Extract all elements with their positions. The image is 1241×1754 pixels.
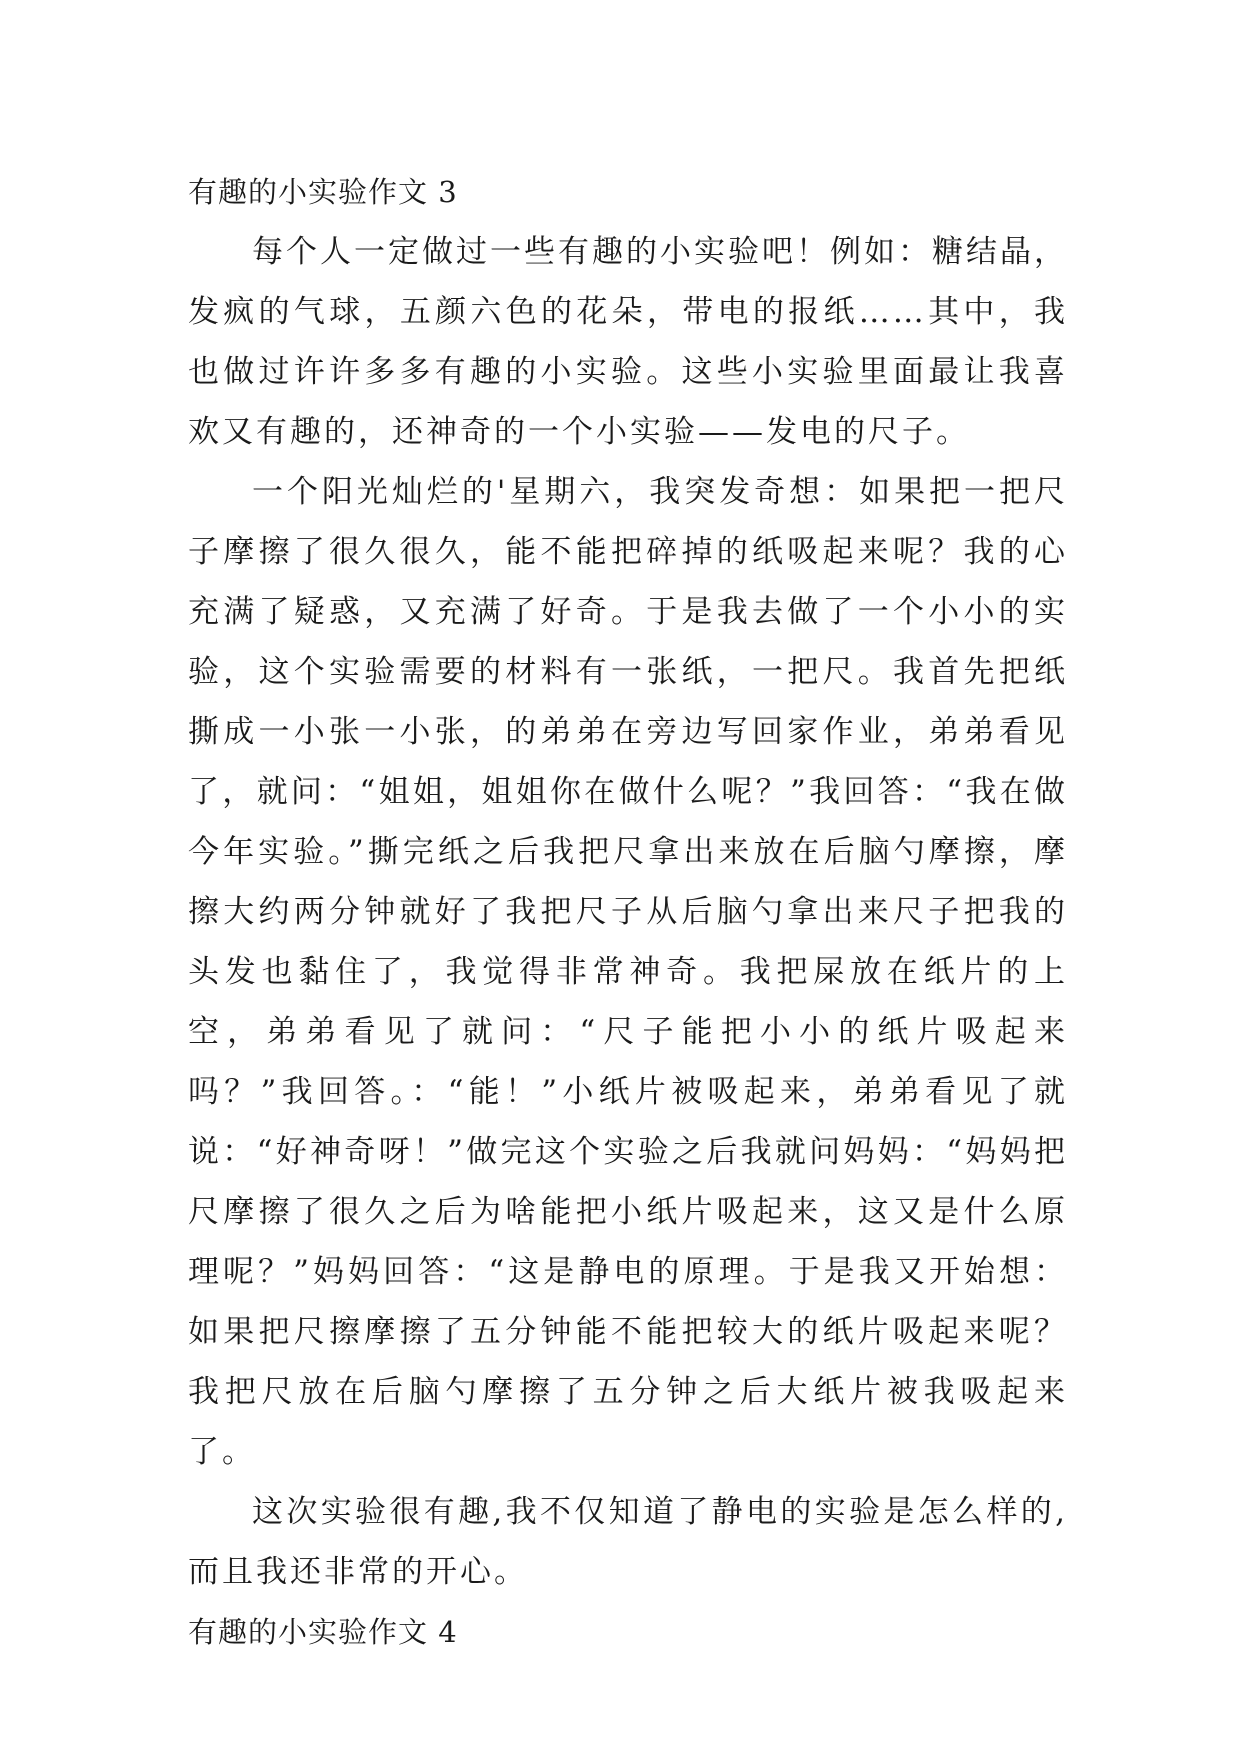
section-heading: 有趣的小实验作文 3 (188, 175, 458, 209)
body-paragraph: 每个人一定做过一些有趣的小实验吧！例如：糖结晶，发疯的气球，五颜六色的花朵，带电的报纸……其中，我也做过许许多多有趣的小实验。这些小实验里面最让我喜欢又有趣的，还神奇的一个小实验——发电的尺子。 (188, 234, 1068, 450)
body-paragraph: 这次实验很有趣,我不仅知道了静电的实验是怎么样的,而且我还非常的开心。 (188, 1494, 1068, 1590)
section-heading: 有趣的小实验作文 4 (188, 1615, 458, 1649)
body-paragraph: 一个阳光灿烂的'星期六，我突发奇想：如果把一把尺子摩擦了很久很久，能不能把碎掉的纸吸起来呢？我的心充满了疑惑，又充满了好奇。于是我去做了一个小小的实验，这个实验需要的材料有一张纸，一把尺。我首先把纸撕成一小张一小张，的弟弟在旁边写回家作业，弟弟看见了，就问：“姐姐，姐姐你在做什么呢？”我回答：“我在做今年实验。”撕完纸之后我把尺拿出来放在后脑勺摩擦，摩擦大约两分钟就好了我把尺子从后脑勺拿出来尺子把我的头发也黏住了，我觉得非常神奇。我把屎放在纸片的上空，弟弟看见了就问：“尺子能把小小的纸片吸起来吗？”我回答。：“能！”小纸片被吸起来，弟弟看见了就说：“好神奇呀！”做完这个实验之后我就问妈妈：“妈妈把尺摩擦了很久之后为啥能把小纸片吸起来，这又是什么原理呢？”妈妈回答：“这是静电的原理。于是我又开始想：如果把尺擦摩擦了五分钟能不能把较大的纸片吸起来呢？我把尺放在后脑勺摩擦了五分钟之后大纸片被我吸起来了。 (188, 474, 1068, 1470)
document-page (188, 162, 1068, 1662)
